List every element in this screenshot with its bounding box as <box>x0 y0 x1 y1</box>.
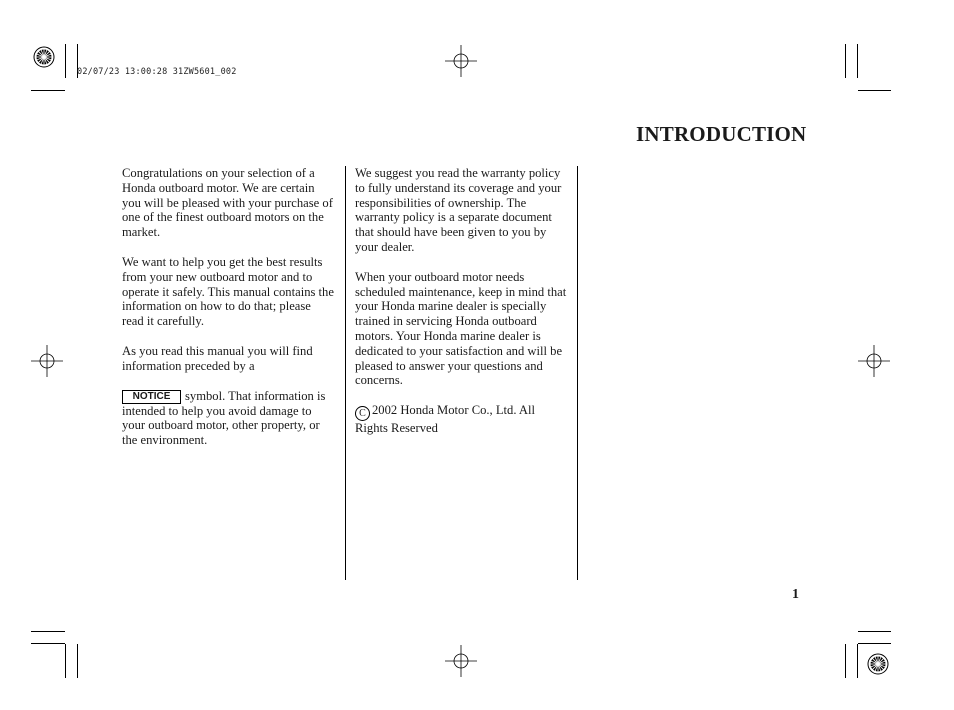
crop-marks-bottom-left <box>31 632 78 679</box>
column-divider-left <box>345 166 346 580</box>
text-column-left <box>122 166 334 463</box>
notice-label: NOTICE <box>122 390 181 404</box>
paragraph-help: We want to help you get the best results from your new outboard motor and to operate it safely. This manual contains the information on how to do that; please read it carefully. <box>122 254 334 329</box>
paragraph-notice <box>122 389 334 448</box>
notice-text: symbol. That information is intended to help you avoid damage to your outboard motor, other property, or the environment. <box>122 388 326 448</box>
starburst-top-left <box>34 47 54 67</box>
paragraph-congratulations: Congratulations on your selection of a Honda outboard motor. We are certain you will be pleased with your purchase of one of the finest outboard motors on the market. <box>122 166 333 240</box>
crosshair-bottom <box>445 645 477 677</box>
crop-marks-top-left <box>31 44 78 91</box>
column-divider-right <box>577 166 578 580</box>
text-column-right <box>355 166 571 451</box>
copyright-text: 2002 Honda Motor Co., Ltd. All Rights Reserved <box>355 403 536 436</box>
paragraph-information: As you read this manual you will find information preceded by a <box>122 343 313 373</box>
crosshair-top <box>445 45 477 77</box>
paragraph-copyright <box>355 403 571 436</box>
copyright-symbol: C <box>355 406 370 421</box>
crop-marks-top-right <box>846 44 892 91</box>
paragraph-warranty: We suggest you read the warranty policy to fully understand its coverage and your responsibilities of ownership. The warranty policy is a separate document that should have been given to you by your dealer. <box>355 166 562 254</box>
starburst-bottom-right <box>868 654 888 674</box>
page-title: INTRODUCTION <box>636 122 807 146</box>
crop-marks-bottom-right <box>846 632 892 679</box>
print-stamp: 02/07/23 13:00:28 31ZW5601_002 <box>77 67 237 77</box>
paragraph-maintenance: When your outboard motor needs scheduled maintenance, keep in mind that your Honda marine dealer is specially trained in servicing Honda outboard motors. Your Honda marine dealer is dedicated to your satisfaction and will be pleased to answer your questions and concerns. <box>355 269 567 388</box>
crosshair-left <box>31 345 63 377</box>
page-number: 1 <box>792 587 799 602</box>
crosshair-right <box>858 345 890 377</box>
